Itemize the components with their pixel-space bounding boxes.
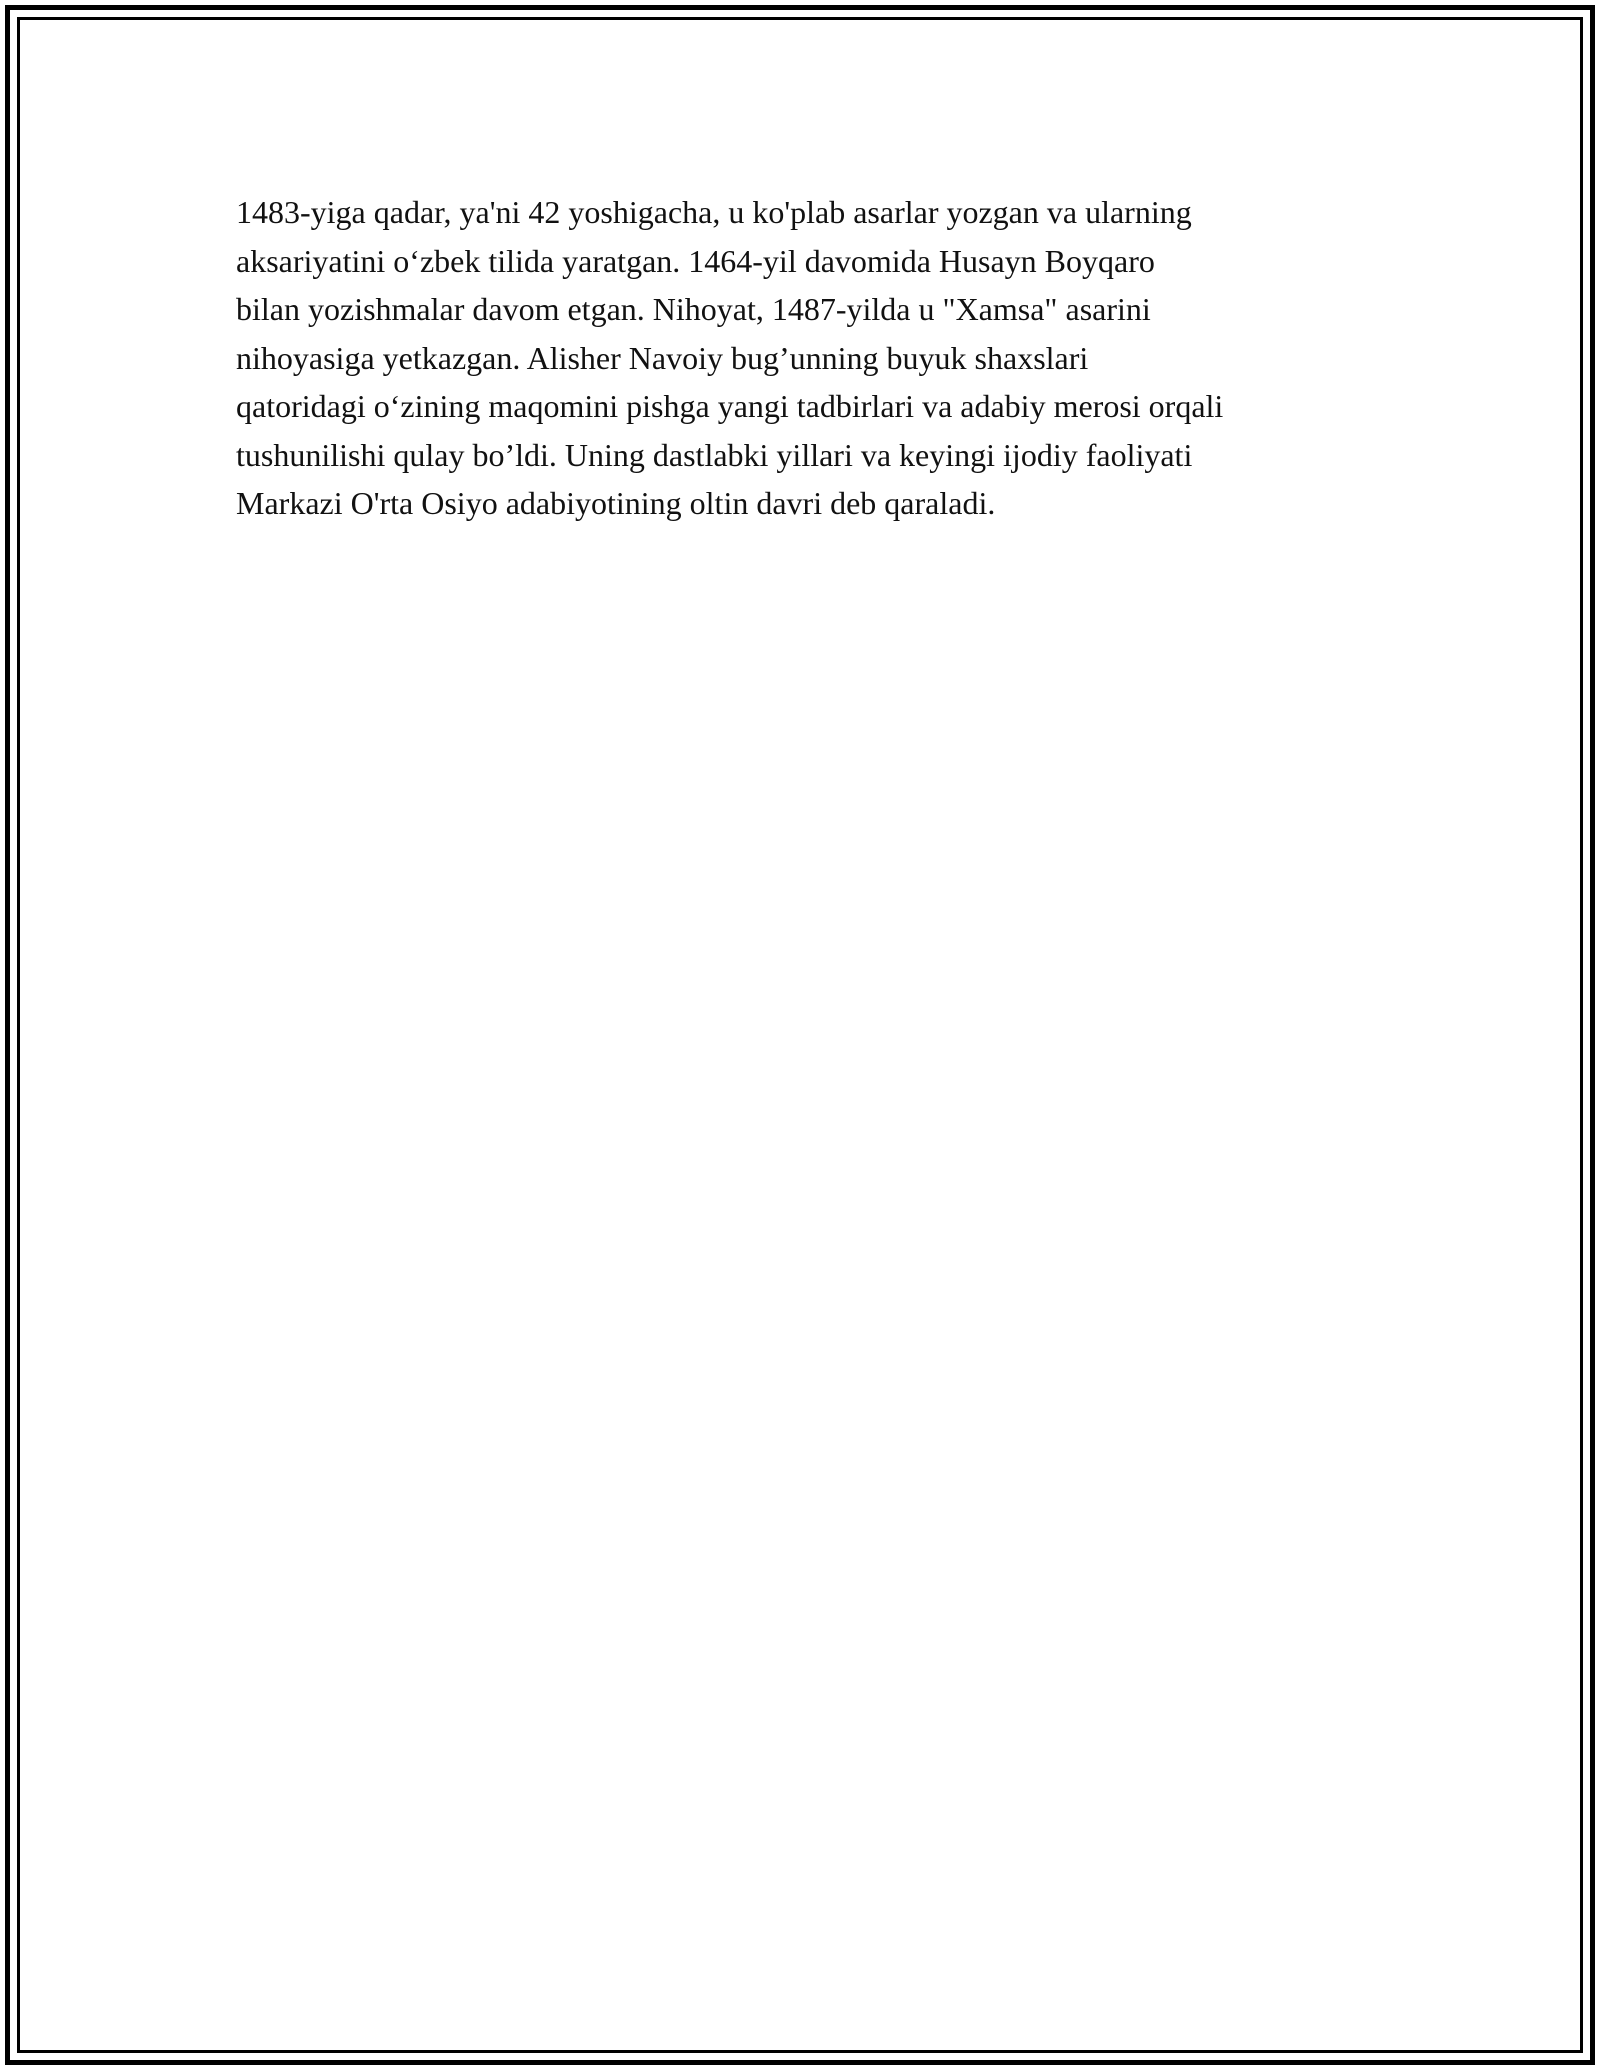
paragraph-line-5: qatoridagi o‘zining maqomini pishga yangi tadbirlari va adabiy merosi orqali: [236, 388, 1224, 424]
paragraph-line-4: nihoyasiga yetkazgan. Alisher Navoiy bug’unning buyuk shaxslari: [236, 339, 1089, 376]
body-paragraph: [236, 188, 1386, 528]
paragraph-line-7: Markazi O'rta Osiyo adabiyotining oltin davri deb qaraladi.: [236, 485, 996, 521]
paragraph-line-3: bilan yozishmalar davom etgan. Nihoyat, 1487-yilda u "Xamsa" asarini: [236, 291, 1151, 327]
paragraph-line-6: tushunilishi qulay bo’ldi. Uning dastlabki yillari va keyingi ijodiy faoliyati: [236, 436, 1193, 473]
paragraph-line-1: 1483-yiga qadar, ya'ni 42 yoshigacha, u ko'plab asarlar yozgan va ularning: [236, 194, 1192, 230]
paragraph-line-2: aksariyatini o‘zbek tilida yaratgan. 1464-yil davomida Husayn Boyqaro: [236, 242, 1155, 279]
